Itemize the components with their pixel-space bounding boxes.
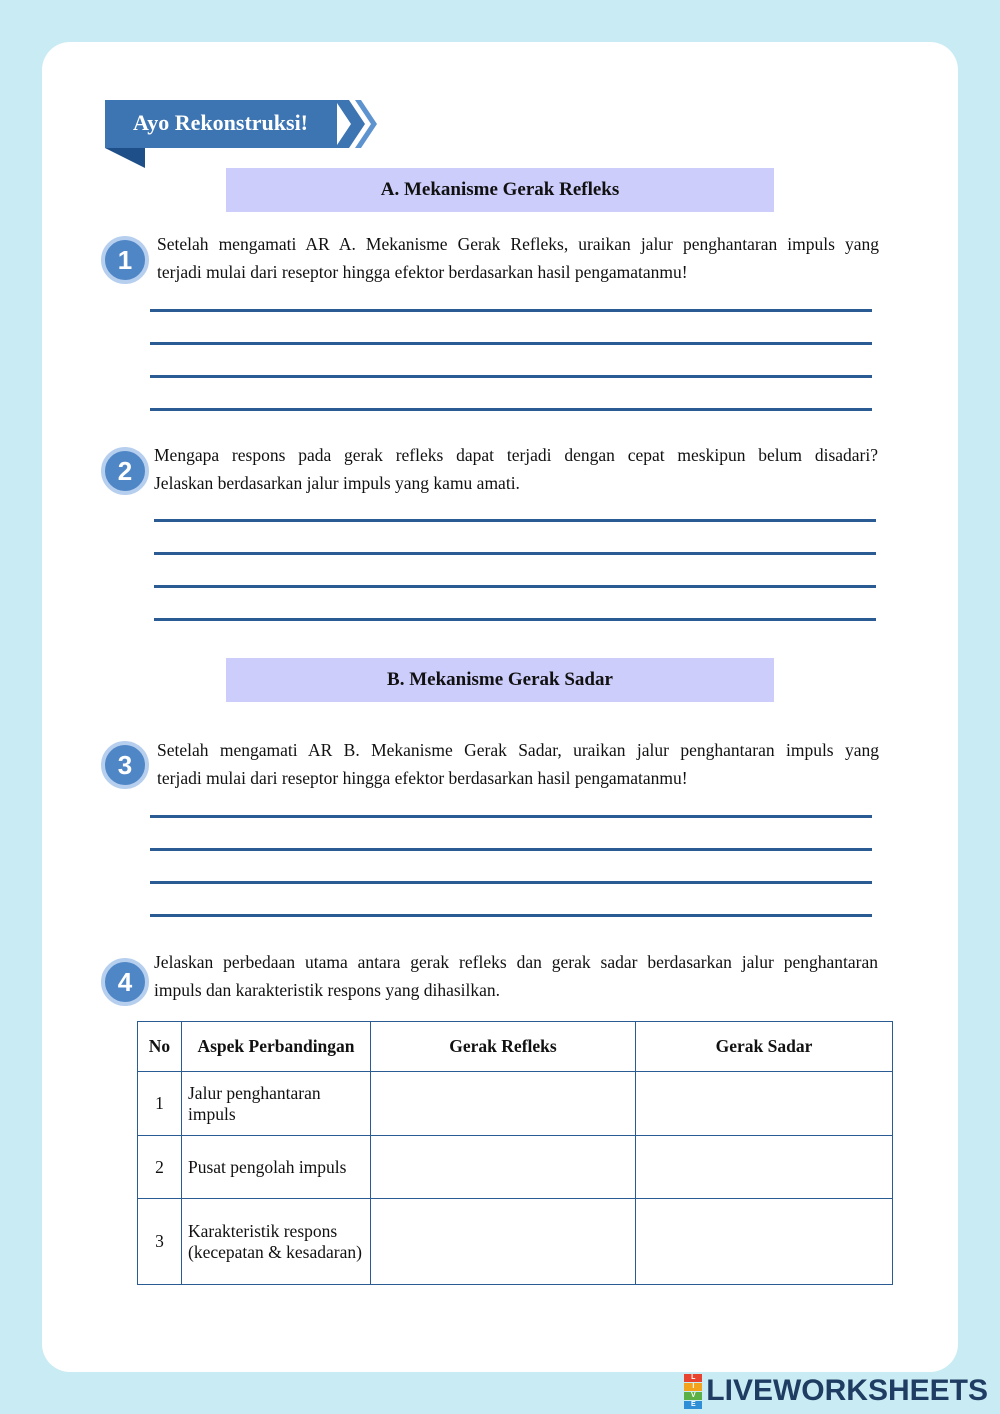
question-line: Setelah mengamati AR A. Mekanisme Gerak Refleks, uraikan jalur penghantaran impuls yang: [157, 234, 879, 254]
row-aspect: Jalur penghantaran impuls: [182, 1072, 371, 1136]
answer-line[interactable]: [154, 618, 876, 621]
question-line: terjadi mulai dari reseptor hingga efektor berdasarkan hasil pengamatanmu!: [157, 768, 688, 788]
table-row: [138, 1199, 893, 1285]
row-aspect: Pusat pengolah impuls: [182, 1136, 371, 1199]
answer-cell-reflex[interactable]: [371, 1072, 636, 1136]
answer-cell-voluntary[interactable]: [636, 1199, 893, 1285]
answer-line[interactable]: [150, 408, 872, 411]
question-line: Setelah mengamati AR B. Mekanisme Gerak Sadar, uraikan jalur penghantaran impuls yang: [157, 740, 879, 760]
answer-line[interactable]: [154, 519, 876, 522]
answer-cell-reflex[interactable]: [371, 1199, 636, 1285]
question-line: Mengapa respons pada gerak refleks dapat terjadi dengan cepat meskipun belum disadari?: [154, 445, 878, 465]
logo-mark-letter: V: [684, 1392, 702, 1400]
row-aspect: Karakteristik respons (kecepatan & kesadaran): [182, 1199, 371, 1285]
question-number-2: 2: [101, 447, 149, 495]
question-line: Jelaskan perbedaan utama antara gerak refleks dan gerak sadar berdasarkan jalur penghantaran: [154, 952, 878, 972]
answer-line[interactable]: [154, 585, 876, 588]
question-line: Jelaskan berdasarkan jalur impuls yang kamu amati.: [154, 473, 520, 493]
question-text-4: [154, 948, 878, 1004]
comparison-table: [137, 1021, 893, 1285]
answer-line[interactable]: [150, 815, 872, 818]
answer-line[interactable]: [150, 914, 872, 917]
answer-line[interactable]: [150, 342, 872, 345]
answer-line[interactable]: [150, 309, 872, 312]
answer-line[interactable]: [150, 881, 872, 884]
section-header-a: A. Mekanisme Gerak Refleks: [226, 168, 774, 212]
table-row: [138, 1136, 893, 1199]
logo-mark-letter: I: [684, 1383, 702, 1391]
column-header-reflex: Gerak Refleks: [371, 1022, 636, 1072]
answer-line[interactable]: [150, 848, 872, 851]
question-text-3: [157, 736, 879, 792]
banner-title: Ayo Rekonstruksi!: [133, 110, 309, 135]
row-number: 2: [138, 1136, 182, 1199]
row-number: 3: [138, 1199, 182, 1285]
column-header-no: No: [138, 1022, 182, 1072]
answer-cell-voluntary[interactable]: [636, 1072, 893, 1136]
answer-line[interactable]: [154, 552, 876, 555]
answer-line[interactable]: [150, 375, 872, 378]
logo-mark-icon: [684, 1374, 702, 1409]
answer-cell-voluntary[interactable]: [636, 1136, 893, 1199]
chevron-right-icon: [335, 100, 385, 148]
table-header-row: [138, 1022, 893, 1072]
liveworksheets-logo: [684, 1374, 988, 1408]
question-line: impuls dan karakteristik respons yang dihasilkan.: [154, 980, 501, 1000]
banner-fold: [105, 148, 145, 168]
question-number-4: 4: [101, 958, 149, 1006]
question-line: terjadi mulai dari reseptor hingga efektor berdasarkan hasil pengamatanmu!: [157, 262, 688, 282]
question-text-1: [157, 230, 879, 286]
logo-mark-letter: L: [684, 1374, 702, 1382]
question-number-1: 1: [101, 236, 149, 284]
section-header-b: B. Mekanisme Gerak Sadar: [226, 658, 774, 702]
question-number-3: 3: [101, 741, 149, 789]
banner: [105, 100, 385, 170]
question-text-2: [154, 441, 878, 497]
answer-cell-reflex[interactable]: [371, 1136, 636, 1199]
logo-text: LIVEWORKSHEETS: [706, 1374, 988, 1407]
row-number: 1: [138, 1072, 182, 1136]
logo-mark-letter: E: [684, 1401, 702, 1409]
column-header-voluntary: Gerak Sadar: [636, 1022, 893, 1072]
column-header-aspect: Aspek Perbandingan: [182, 1022, 371, 1072]
table-row: [138, 1072, 893, 1136]
